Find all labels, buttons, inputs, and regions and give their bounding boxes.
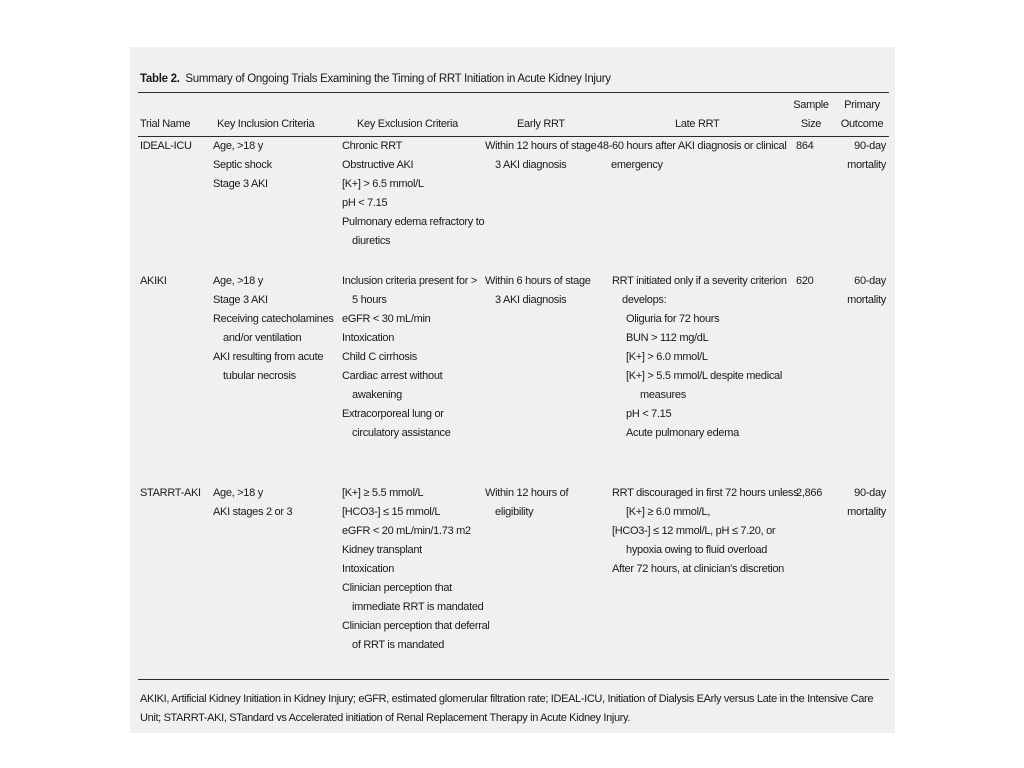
row-1-exclusion <box>342 137 490 251</box>
severity-criterion: Oliguria for 72 hours <box>626 313 720 325</box>
row-2-outcome <box>836 272 886 310</box>
criterion-continuation: 5 hours <box>352 294 387 306</box>
row-1-early-rrt <box>485 137 597 175</box>
header-outcome-line2: Outcome <box>840 118 884 130</box>
row-2-sample-size: 620 <box>796 275 814 287</box>
late-rrt-text: RRT discouraged in first 72 hours unless <box>612 487 799 499</box>
criterion-continuation: and/or ventilation <box>223 332 302 344</box>
severity-criterion: pH < 7.15 <box>626 408 672 420</box>
early-rrt-continuation: 3 AKI diagnosis <box>495 294 567 306</box>
early-rrt-continuation: 3 AKI diagnosis <box>495 159 567 171</box>
criterion: Pulmonary edema refractory to <box>342 216 485 228</box>
row-2-exclusion <box>342 272 490 443</box>
late-rrt-text: RRT initiated only if a severity criterion <box>612 275 787 287</box>
header-early-rrt: Early RRT <box>517 118 565 130</box>
criterion: [K+] > 6.5 mmol/L <box>342 178 424 190</box>
late-rrt-text: [HCO3-] ≤ 12 mmol/L, pH ≤ 7.20, or <box>612 525 776 537</box>
criterion-continuation: of RRT is mandated <box>352 639 445 651</box>
table-panel <box>130 47 895 733</box>
criterion: AKI resulting from acute <box>213 351 324 363</box>
criterion: Intoxication <box>342 563 395 575</box>
row-1-inclusion <box>213 137 343 194</box>
row-1-outcome <box>836 137 886 175</box>
header-exclusion: Key Exclusion Criteria <box>357 118 458 130</box>
criterion: Cardiac arrest without <box>342 370 443 382</box>
criterion: AKI stages 2 or 3 <box>213 506 293 518</box>
late-rrt-continuation: hypoxia owing to fluid overload <box>626 544 768 556</box>
row-2-trial-name: AKIKI <box>140 275 167 287</box>
criterion: Extracorporeal lung or <box>342 408 444 420</box>
row-1-trial-name: IDEAL-ICU <box>140 140 192 152</box>
criterion-continuation: tubular necrosis <box>223 370 296 382</box>
criterion: Child C cirrhosis <box>342 351 417 363</box>
header-outcome-line1: Primary <box>844 99 880 111</box>
table-title-text: Summary of Ongoing Trials Examining the Timing of RRT Initiation in Acute Kidney Injury <box>185 73 611 85</box>
table-title-label: Table 2. <box>140 73 180 85</box>
outcome-line: mortality <box>847 294 886 306</box>
late-rrt-continuation: develops: <box>622 294 667 306</box>
row-1-sample-size: 864 <box>796 140 814 152</box>
early-rrt-text: Within 12 hours of <box>485 487 569 499</box>
criterion: Age, >18 y <box>213 487 263 499</box>
row-3-inclusion <box>213 484 343 522</box>
criterion-continuation: immediate RRT is mandated <box>352 601 484 613</box>
criterion: Inclusion criteria present for > <box>342 275 477 287</box>
header-trial-name: Trial Name <box>140 118 191 130</box>
severity-criterion: [K+] > 6.0 mmol/L <box>626 351 708 363</box>
row-3-sample-size: 2,866 <box>796 487 823 499</box>
criterion: Septic shock <box>213 159 272 171</box>
criterion: Obstructive AKI <box>342 159 414 171</box>
criterion: Age, >18 y <box>213 140 263 152</box>
severity-criterion: BUN > 112 mg/dL <box>626 332 709 344</box>
row-3-late-rrt <box>612 484 799 579</box>
criterion: Intoxication <box>342 332 395 344</box>
criterion: Stage 3 AKI <box>213 294 268 306</box>
row-3-outcome <box>836 484 886 522</box>
row-3-exclusion <box>342 484 490 655</box>
late-rrt-continuation: emergency <box>611 159 663 171</box>
row-2-early-rrt <box>485 272 597 310</box>
row-2-late-rrt <box>612 272 792 443</box>
criterion: [HCO3-] ≤ 15 mmol/L <box>342 506 441 518</box>
severity-criterion-continuation: measures <box>640 389 686 401</box>
criterion: Kidney transplant <box>342 544 422 556</box>
criterion: Clinician perception that deferral <box>342 620 490 632</box>
criterion: Chronic RRT <box>342 140 403 152</box>
severity-criterion: [K+] > 5.5 mmol/L despite medical <box>626 370 782 382</box>
criterion: eGFR < 30 mL/min <box>342 313 431 325</box>
criterion: pH < 7.15 <box>342 197 388 209</box>
late-rrt-continuation: [K+] ≥ 6.0 mmol/L, <box>626 506 711 518</box>
row-3-trial-name: STARRT-AKI <box>140 487 201 499</box>
header-sample-line1: Sample <box>793 99 829 111</box>
table-title <box>140 73 611 85</box>
criterion: Receiving catecholamines <box>213 313 334 325</box>
outcome-line: 90-day <box>854 487 886 499</box>
early-rrt-continuation: eligibility <box>495 506 534 518</box>
criterion: Age, >18 y <box>213 275 263 287</box>
header-late-rrt: Late RRT <box>675 118 720 130</box>
outcome-line: mortality <box>847 506 886 518</box>
header-top-rule <box>138 92 889 93</box>
row-2-inclusion <box>213 272 343 386</box>
table-footnote: AKIKI, Artificial Kidney Initiation in Kidney Injury; eGFR, estimated glomerular filtration rate; IDEAL-ICU, Initiation of Dialysis EArly versus Late in the Intensive Care Unit; STARRT-AKI, STandard vs Accelerated initiation of Renal Replacement Therapy in Acute Kidney Injury. <box>140 693 874 724</box>
criterion: eGFR < 20 mL/min/1.73 m2 <box>342 525 471 537</box>
criterion-continuation: diuretics <box>352 235 391 247</box>
header-sample-line2: Size <box>800 118 822 130</box>
criterion: [K+] ≥ 5.5 mmol/L <box>342 487 424 499</box>
header-sample-size <box>790 96 832 134</box>
early-rrt-text: Within 6 hours of stage <box>485 275 591 287</box>
outcome-line: 60-day <box>854 275 886 287</box>
criterion-continuation: circulatory assistance <box>352 427 451 439</box>
early-rrt-text: Within 12 hours of stage <box>485 140 597 152</box>
table-bottom-rule <box>138 679 889 680</box>
outcome-line: mortality <box>847 159 886 171</box>
severity-criterion: Acute pulmonary edema <box>626 427 739 439</box>
outcome-line: 90-day <box>854 140 886 152</box>
criterion: Clinician perception that <box>342 582 452 594</box>
row-3-early-rrt <box>485 484 597 522</box>
row-1-late-rrt <box>597 137 792 175</box>
criterion-continuation: awakening <box>352 389 402 401</box>
header-inclusion: Key Inclusion Criteria <box>217 118 315 130</box>
late-rrt-text: After 72 hours, at clinician's discretion <box>612 563 784 575</box>
late-rrt-text: 48-60 hours after AKI diagnosis or clinical <box>597 140 787 152</box>
criterion: Stage 3 AKI <box>213 178 268 190</box>
header-primary-outcome <box>836 96 888 134</box>
